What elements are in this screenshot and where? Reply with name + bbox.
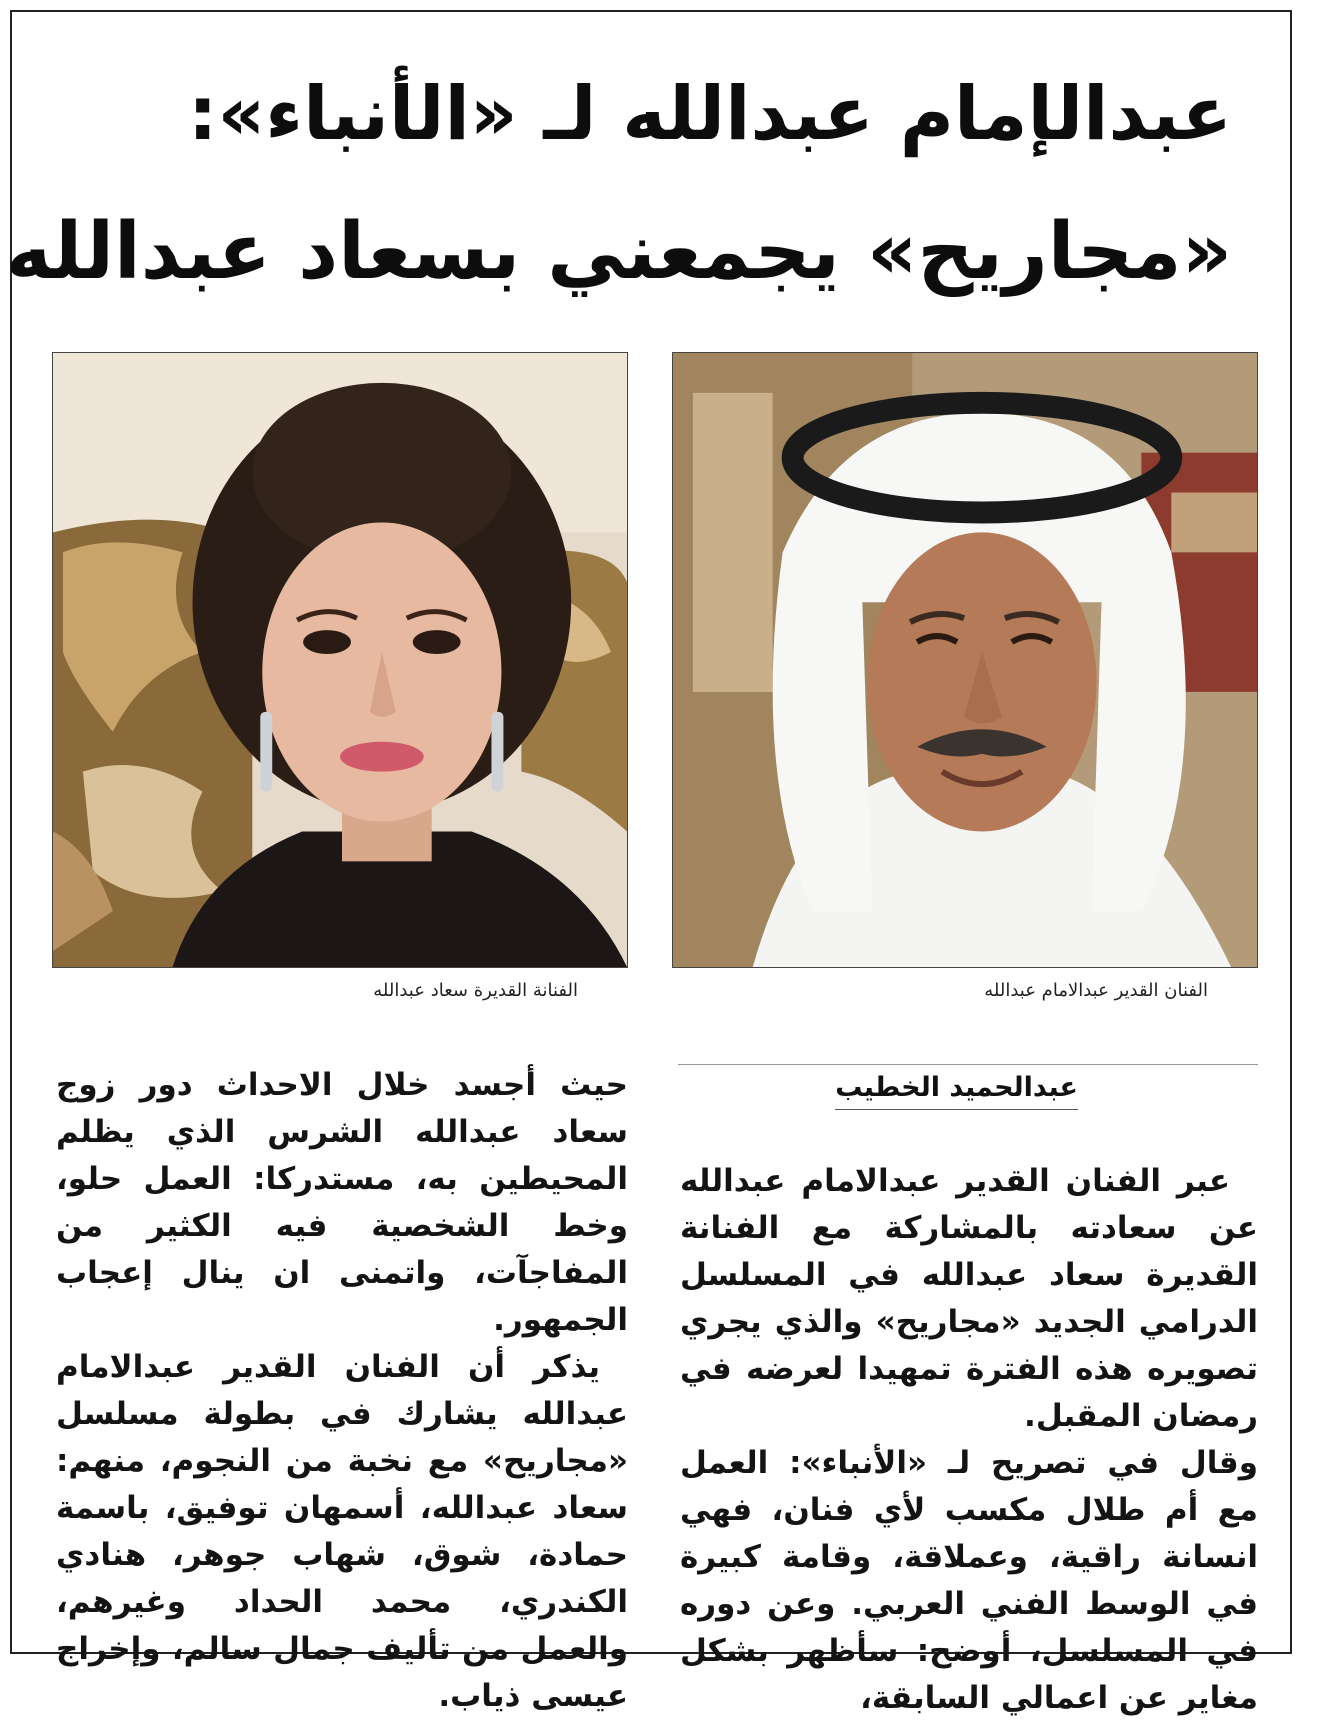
article-column-right: [680, 1158, 1258, 1722]
headline-line-2: «مجاريح» يجمعني بسعاد عبدالله: [5, 207, 1232, 297]
paragraph: يذكر أن الفنان القدير عبدالامام عبدالله يشارك في بطولة مسلسل «مجاريح» مع نخبة من النجوم، منهم: سعاد عبدالله، أسمهان توفيق، باسمة حمادة، شوق، شهاب جوهر، هنادي الكندري، محمد الحداد وغيرهم، والعمل من تأليف جمال سالم، وإخراج عيسى ذياب.: [56, 1349, 628, 1714]
caption-left-photo: الفنانة القديرة سعاد عبدالله: [373, 980, 578, 1001]
photo-suad-abdullah: [52, 352, 628, 968]
headline-line-1: عبدالإمام عبدالله لـ «الأنباء»:: [187, 71, 1232, 157]
paragraph: حيث أجسد خلال الاحداث دور زوج سعاد عبدالله الشرس الذي يظلم المحيطين به، مستدركا: العمل حلو، وخط الشخصية فيه الكثير من المفاجآت، واتمنى ان ينال إعجاب الجمهور.: [56, 1067, 628, 1338]
photo-abdulimam-abdullah: [672, 352, 1258, 968]
byline-divider: [678, 1064, 1258, 1065]
article-column-left: [56, 1062, 628, 1720]
caption-right-photo: الفنان القدير عبدالامام عبدالله: [984, 980, 1208, 1001]
author-byline: عبدالحميد الخطيب: [835, 1072, 1078, 1110]
paragraph: عبر الفنان القدير عبدالامام عبدالله عن سعادته بالمشاركة مع الفنانة القديرة سعاد عبدالله في المسلسل الدرامي الجديد «مجاريح» والذي يجري تصويره هذه الفترة تمهيدا لعرضه في رمضان المقبل.: [680, 1163, 1258, 1434]
portrait-man-image: [673, 353, 1257, 967]
paragraph: وقال في تصريح لـ «الأنباء»: العمل مع أم طلال مكسب لأي فنان، فهي انسانة راقية، وعملاقة، وقامة كبيرة في الوسط الفني العربي. وعن دوره في المسلسل، أوضح: سأظهر بشكل مغاير عن اعمالي السابقة،: [680, 1445, 1258, 1716]
newspaper-clipping: [5, 10, 1292, 1716]
portrait-woman-image: [53, 353, 627, 967]
